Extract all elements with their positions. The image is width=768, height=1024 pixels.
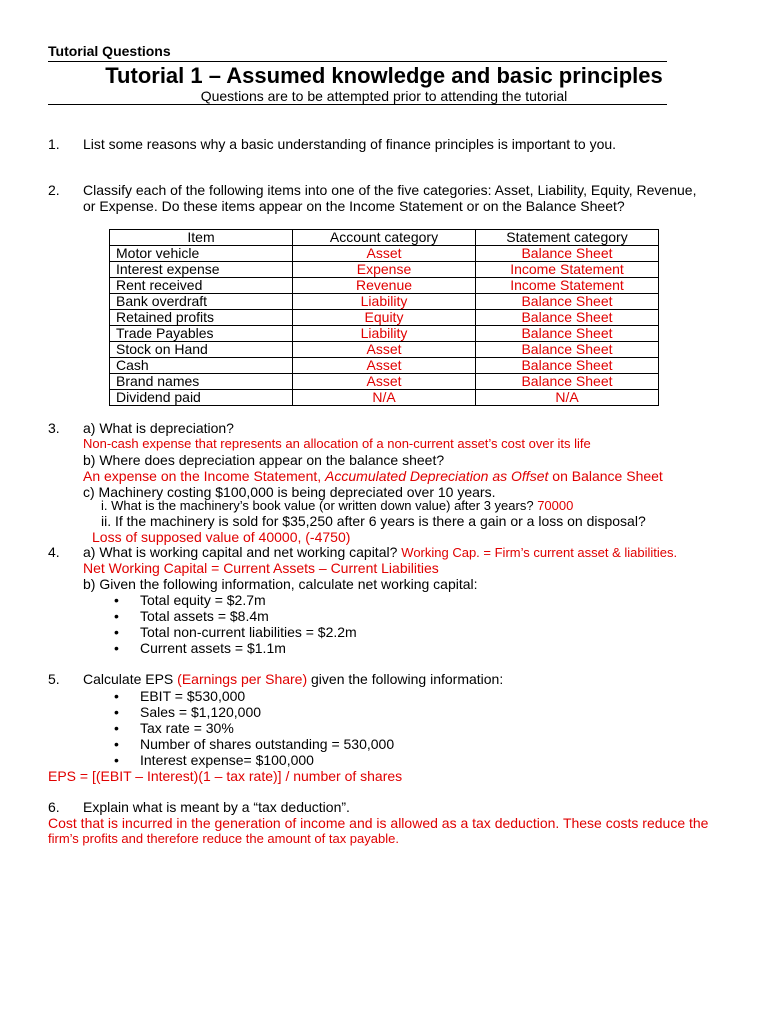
bullet-icon: • xyxy=(114,752,119,768)
table-cell-item: Brand names xyxy=(110,374,293,390)
header-rule-top xyxy=(48,61,667,62)
list-item: Total assets = $8.4m xyxy=(140,608,269,624)
table-cell-account: Equity xyxy=(293,310,476,326)
list-item: Total non-current liabilities = $2.2m xyxy=(140,624,357,640)
table-row xyxy=(110,358,659,374)
list-item: EBIT = $530,000 xyxy=(140,688,246,704)
table-cell-account: Asset xyxy=(293,342,476,358)
table-cell-statement: Income Statement xyxy=(476,278,659,294)
q3-part-c: c) Machinery costing $100,000 is being depreciated over 10 years. xyxy=(83,484,496,500)
q3-part-a: a) What is depreciation? xyxy=(83,420,234,436)
q3-number: 3. xyxy=(48,420,60,436)
list-item: Current assets = $1.1m xyxy=(140,640,286,656)
table-cell-statement: Balance Sheet xyxy=(476,374,659,390)
q4-answer-a: Working Cap. = Firm’s current asset & liabilities. xyxy=(401,545,678,560)
table-cell-statement: Balance Sheet xyxy=(476,246,659,262)
q3-answer-b-em: Accumulated Depreciation as Offset xyxy=(325,468,549,484)
q3-answer-b xyxy=(83,468,663,484)
q3-part-ci-text: i. What is the machinery’s book value (or written down value) after 3 years? xyxy=(101,498,534,513)
table-cell-item: Retained profits xyxy=(110,310,293,326)
list-item: Total equity = $2.7m xyxy=(140,592,266,608)
classification-table xyxy=(109,229,659,406)
list-item: Number of shares outstanding = 530,000 xyxy=(140,736,395,752)
table-row xyxy=(110,310,659,326)
q5-text-paren: (Earnings per Share) xyxy=(177,671,308,687)
q2-text-line1: Classify each of the following items into one of the five categories: Asset, Liability, Equity, Revenue, xyxy=(83,182,697,198)
q4-part-a-text: a) What is working capital and net working capital? xyxy=(83,544,398,560)
q2-text-line2: or Expense. Do these items appear on the Income Statement or on the Balance Sheet? xyxy=(83,198,625,214)
bullet-icon: • xyxy=(114,704,119,720)
q3-answer-b-pre: An expense on the Income Statement, xyxy=(83,468,326,484)
bullet-icon: • xyxy=(114,592,119,608)
table-cell-account: Asset xyxy=(293,246,476,262)
bullet-icon: • xyxy=(114,608,119,624)
header-label: Tutorial Questions xyxy=(48,43,171,59)
table-cell-statement: Balance Sheet xyxy=(476,358,659,374)
table-cell-item: Motor vehicle xyxy=(110,246,293,262)
list-item: Interest expense= $100,000 xyxy=(140,752,314,768)
q1-text: List some reasons why a basic understanding of finance principles is important to you. xyxy=(83,136,617,152)
table-cell-account: Revenue xyxy=(293,278,476,294)
bullet-icon: • xyxy=(114,688,119,704)
q3-answer-b-post: on Balance Sheet xyxy=(548,468,663,484)
bullet-icon: • xyxy=(114,640,119,656)
bullet-icon: • xyxy=(114,624,119,640)
list-item: Sales = $1,120,000 xyxy=(140,704,262,720)
q4-answer-a2: Net Working Capital = Current Assets – Current Liabilities xyxy=(83,560,439,576)
q2-number: 2. xyxy=(48,182,60,198)
table-cell-statement: Balance Sheet xyxy=(476,342,659,358)
table-cell-account: Expense xyxy=(293,262,476,278)
table-cell-account: Liability xyxy=(293,294,476,310)
table-cell-statement: Balance Sheet xyxy=(476,294,659,310)
table-cell-statement: Balance Sheet xyxy=(476,326,659,342)
table-cell-statement: N/A xyxy=(476,390,659,406)
q4-part-a xyxy=(83,544,677,561)
table-cell-item: Interest expense xyxy=(110,262,293,278)
table-row xyxy=(110,262,659,278)
bullet-icon: • xyxy=(114,720,119,736)
q3-answer-cii: Loss of supposed value of 40000, (-4750) xyxy=(92,529,351,545)
table-row xyxy=(110,246,659,262)
bullet-icon: • xyxy=(114,736,119,752)
page-subtitle: Questions are to be attempted prior to attending the tutorial xyxy=(200,88,568,104)
table-header-statement: Statement category xyxy=(476,230,659,246)
q4-part-b: b) Given the following information, calculate net working capital: xyxy=(83,576,478,592)
table-row xyxy=(110,374,659,390)
list-item: Tax rate = 30% xyxy=(140,720,234,736)
q5-text-post: given the following information: xyxy=(307,671,504,687)
table-header-row xyxy=(110,230,659,246)
table-row xyxy=(110,294,659,310)
table-header-item: Item xyxy=(110,230,293,246)
table-cell-account: N/A xyxy=(293,390,476,406)
table-header-account: Account category xyxy=(293,230,476,246)
q5-number: 5. xyxy=(48,671,60,687)
q4-number: 4. xyxy=(48,544,60,560)
table-cell-item: Bank overdraft xyxy=(110,294,293,310)
q6-answer-line1: Cost that is incurred in the generation of income and is allowed as a tax deduction. These costs reduce the xyxy=(48,815,709,831)
table-cell-item: Stock on Hand xyxy=(110,342,293,358)
q5-text xyxy=(83,671,503,687)
page-title: Tutorial 1 – Assumed knowledge and basic principles xyxy=(105,63,663,88)
q3-answer-a: Non-cash expense that represents an allocation of a non-current asset’s cost over its life xyxy=(83,436,591,451)
table-row xyxy=(110,342,659,358)
header-rule-bottom xyxy=(48,104,667,105)
q6-answer-line2: firm’s profits and therefore reduce the amount of tax payable. xyxy=(48,831,399,846)
q3-part-ci xyxy=(101,498,573,514)
q6-number: 6. xyxy=(48,799,60,815)
table-cell-item: Rent received xyxy=(110,278,293,294)
table-cell-item: Cash xyxy=(110,358,293,374)
table-row xyxy=(110,278,659,294)
table-cell-account: Asset xyxy=(293,358,476,374)
q5-answer: EPS = [(EBIT – Interest)(1 – tax rate)] / number of shares xyxy=(48,768,403,784)
table-cell-statement: Balance Sheet xyxy=(476,310,659,326)
table-cell-item: Dividend paid xyxy=(110,390,293,406)
q5-text-pre: Calculate EPS xyxy=(83,671,178,687)
table-row xyxy=(110,390,659,406)
table-cell-item: Trade Payables xyxy=(110,326,293,342)
q3-part-b: b) Where does depreciation appear on the balance sheet? xyxy=(83,452,445,468)
q3-part-cii: ii. If the machinery is sold for $35,250 after 6 years is there a gain or a loss on disposal? xyxy=(101,513,646,529)
q1-number: 1. xyxy=(48,136,60,152)
table-cell-account: Liability xyxy=(293,326,476,342)
table-row xyxy=(110,326,659,342)
q6-text: Explain what is meant by a “tax deduction”. xyxy=(83,799,350,815)
q3-answer-ci: 70000 xyxy=(537,498,574,513)
table-cell-statement: Income Statement xyxy=(476,262,659,278)
table-cell-account: Asset xyxy=(293,374,476,390)
